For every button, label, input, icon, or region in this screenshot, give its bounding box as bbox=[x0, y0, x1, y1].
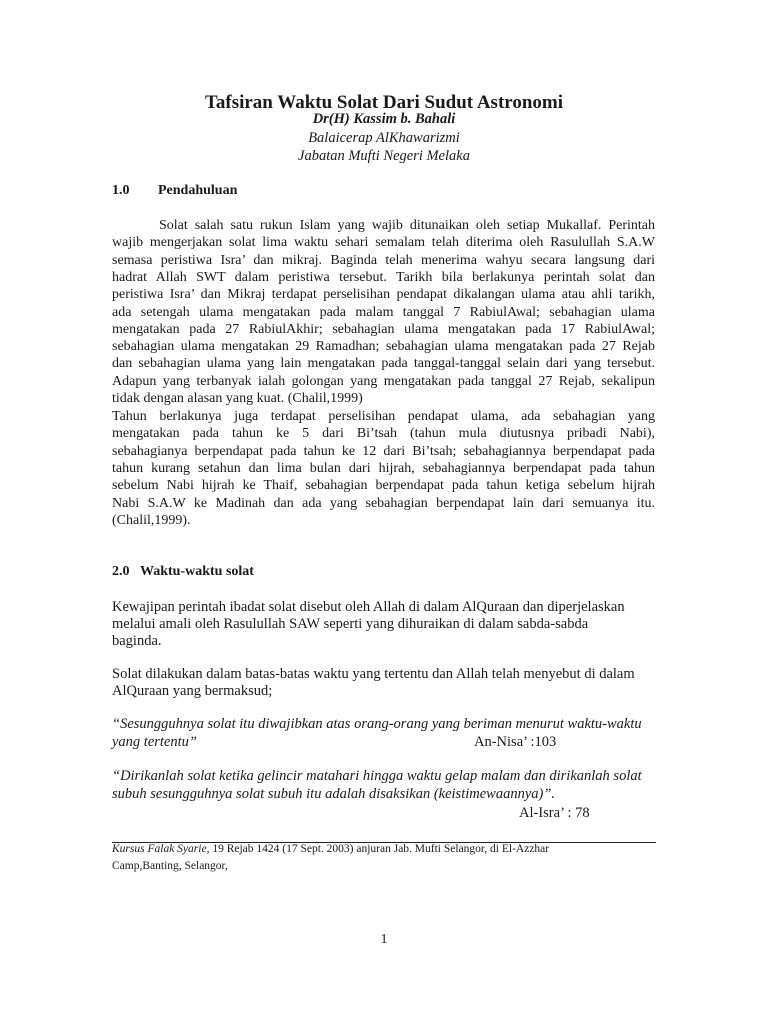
footnote-details: , 19 Rejab 1424 (17 Sept. 2003) anjuran Jab. Mufti Selangor, di El-Azzhar bbox=[206, 843, 550, 855]
text-line: sebelum Nabi hijrah ke Thaif, sebahagian berpendapat pada tahun ketiga sebelum hijrah bbox=[112, 478, 655, 494]
affiliation-line: Balaicerap AlKhawarizmi bbox=[308, 130, 460, 146]
text-line: AlQuraan yang bermaksud; bbox=[112, 683, 273, 699]
section-heading: Pendahuluan bbox=[158, 183, 238, 198]
quote-reference: Al-Isra’ : 78 bbox=[519, 805, 590, 821]
text-line: Tahun berlakunya juga terdapat perselisihan pendapat ulama, ada sebahagian yang bbox=[112, 409, 655, 424]
affiliation-line: Jabatan Mufti Negeri Melaka bbox=[298, 148, 470, 164]
text-line: baginda. bbox=[112, 633, 162, 649]
author-name: Dr(H) Kassim b. Bahali bbox=[312, 111, 456, 127]
text-line: peristiwa Isra’ dan Mikraj terdapat perselisihan pendapat dikalangan ulama atau ahli tarikh, bbox=[112, 287, 655, 303]
text-line: sebahagianya berpendapat pada tahun ke 12 dari Bi’tsah; sebahagiannya berpendapat pada bbox=[112, 443, 655, 459]
quote-reference: An-Nisa’ :103 bbox=[474, 734, 557, 750]
text-line: hadrat Allah SWT dalam peristiwa tersebut. Tarikh bila berlakunya perintah solat dan bbox=[112, 269, 655, 285]
text-line: subuh sesungguhnya solat subuh itu adalah disaksikan (keistimewaannya)”. bbox=[112, 786, 556, 802]
section-number: 2.0 bbox=[112, 564, 130, 579]
text-line: melalui amali oleh Rasulullah SAW seperti yang dihuraikan di dalam sabda-sabda bbox=[112, 616, 589, 632]
text-line: Solat salah satu rukun Islam yang wajib ditunaikan oleh setiap Mukallaf. Perintah bbox=[159, 218, 655, 233]
text-line: Nabi S.A.W ke Madinah dan ada yang sebahagian berpendapat lain dari semuanya itu. bbox=[112, 495, 655, 511]
document-title: Tafsiran Waktu Solat Dari Sudut Astronomi bbox=[204, 92, 564, 113]
text-line: Kewajipan perintah ibadat solat disebut oleh Allah di dalam AlQuraan dan diperjelaskan bbox=[112, 599, 625, 615]
text-line: tahun kurang setahun dan lima bulan dari hijrah, sebahagiannya berpendapat pada tahun bbox=[112, 460, 655, 476]
page-number: 1 bbox=[380, 932, 388, 947]
footnote-line bbox=[112, 843, 549, 855]
text-line: Adapun yang terbanyak ialah golongan yang mengatakan pada tanggal 27 Rejab, sekalipun bbox=[112, 373, 655, 389]
text-line: mengatakan pada 27 RabiulAkhir; sebahagian ulama mengatakan pada 17 RabiulAwal; bbox=[112, 321, 655, 337]
text-line: mengatakan pada tahun ke 5 dari Bi’tsah (tahun mula diutusnya pribadi Nabi), bbox=[112, 426, 655, 442]
footnote-event: Kursus Falak Syarie bbox=[112, 843, 207, 855]
text-line: (Chalil,1999). bbox=[112, 512, 191, 528]
text-line: ada setengah ulama mengatakan pada malam tanggal 7 RabiulAwal; sebahagian ulama bbox=[112, 304, 655, 320]
section-number: 1.0 bbox=[112, 183, 130, 198]
text-line: tidak dengan alasan yang kuat. (Chalil,1999) bbox=[112, 391, 363, 406]
text-line: dan sebahagian ulama yang lain mengatakan pada tanggal-tanggal selain dari yang tersebut. bbox=[112, 356, 655, 372]
text-line: semasa peristiwa Isra’ dan mikraj. Baginda telah menerima wahyu secara langsung dari bbox=[112, 252, 655, 268]
text-line: “Dirikanlah solat ketika gelincir matahari hingga waktu gelap malam dan dirikanlah solat bbox=[112, 768, 642, 784]
text-line: “Sesungguhnya solat itu diwajibkan atas orang-orang yang beriman menurut waktu-waktu bbox=[112, 716, 642, 732]
section-heading: Waktu-waktu solat bbox=[140, 564, 254, 579]
text-line: Solat dilakukan dalam batas-batas waktu yang tertentu dan Allah telah menyebut di dalam bbox=[112, 666, 635, 682]
text-line: yang tertentu” bbox=[112, 734, 197, 750]
text-line: wajib mengerjakan solat lima waktu sehari semalam telah diterima oleh Rasulullah S.A.W bbox=[112, 235, 655, 251]
text-line: sebahagian ulama mengatakan 29 Ramadhan; sebahagian ulama mengatakan pada 27 Rejab bbox=[112, 339, 655, 355]
footnote-line: Camp,Banting, Selangor, bbox=[112, 860, 228, 872]
